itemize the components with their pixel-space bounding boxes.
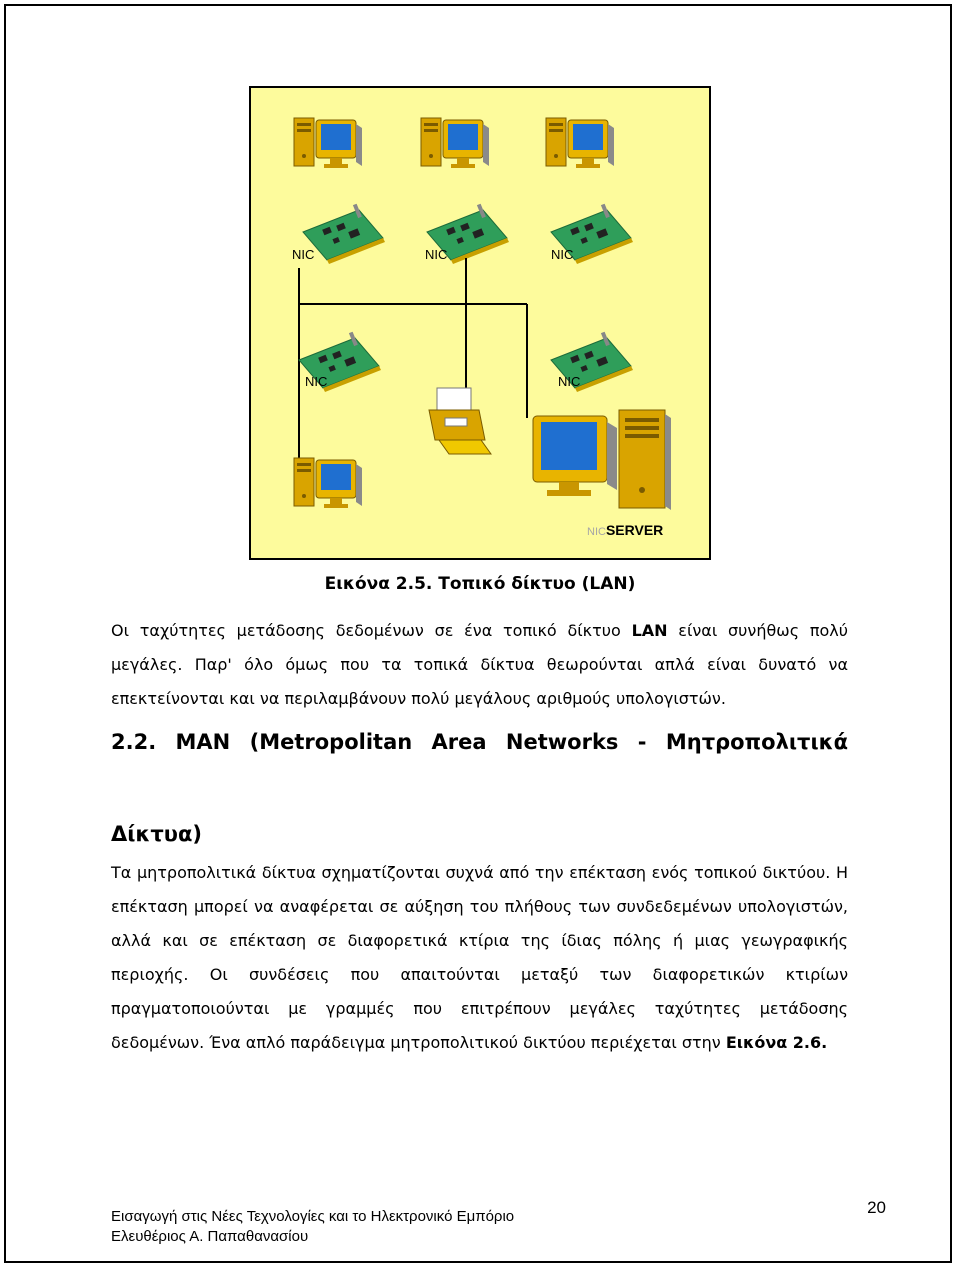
lan-diagram [249,86,711,560]
paragraph-end: . [821,1033,828,1052]
nic-label: NIC [551,247,574,262]
nic-label: NIC [558,374,581,389]
footer [111,1207,514,1247]
paragraph-text: Οι ταχύτητες μετάδοσης δεδομένων σε ένα τοπικό δίκτυο [111,621,632,640]
nic-label: NIC [425,247,448,262]
nic-label: NIC [305,374,328,389]
section-heading [111,725,848,851]
figure-caption: Εικόνα 2.5. Τοπικό δίκτυο (LAN) [324,574,636,594]
page-number: 20 [867,1198,886,1217]
server-label [587,522,663,538]
paragraph-man [111,856,848,1060]
footer-title: Εισαγωγή στις Νέες Τεχνολογίες και το Ηλεκτρονικό Εμπόριο [111,1208,515,1225]
server-nic-prefix: NIC [587,526,606,538]
bold-term-lan: LAN [631,621,668,640]
paragraph-lan-speed [111,614,848,716]
section-heading-line1: 2.2. MAN (Metropolitan Area Networks - Μητροπολιτικά [111,730,848,754]
paragraph-text: είναι συνήθως πολύ μεγάλες. Παρ' όλο όμως που τα τοπικά δίκτυα θεωρούνται απλά είναι δυνατό να επεκτείνονται και να περιλαμβάνουν πολύ μεγάλους αριθμούς υπολογιστών. [111,621,848,708]
nic-label: NIC [292,247,315,262]
footer-author: Ελευθέριος Α. Παπαθανασίου [111,1228,309,1245]
paragraph-text: Τα μητροπολιτικά δίκτυα σχηματίζονται συχνά από την επέκταση ενός τοπικού δικτύου. Η επέκταση μπορεί να αναφέρεται σε αύξηση του πλήθους των συνδεδεμένων υπολογιστών, αλλά και σε επέκταση σε διαφορετικά κτίρια της ίδιας πόλης ή μιας γεωγραφικής περιοχής. Οι συνδέσεις που απαιτούνται μεταξύ των διαφορετικών κτιρίων πραγματοποιούνται με γραμμές που επιτρέπουν μεγάλες ταχύτητες μετάδοσης δεδομένων. Ένα απλό παράδειγμα μητροπολιτικού δικτύου περιέχεται στην [111,863,848,1052]
lan-diagram-graphic [251,88,709,558]
section-heading-line2: Δίκτυα) [111,822,202,846]
figure-reference: Εικόνα 2.6 [725,1033,822,1052]
server-text: SERVER [605,522,664,538]
